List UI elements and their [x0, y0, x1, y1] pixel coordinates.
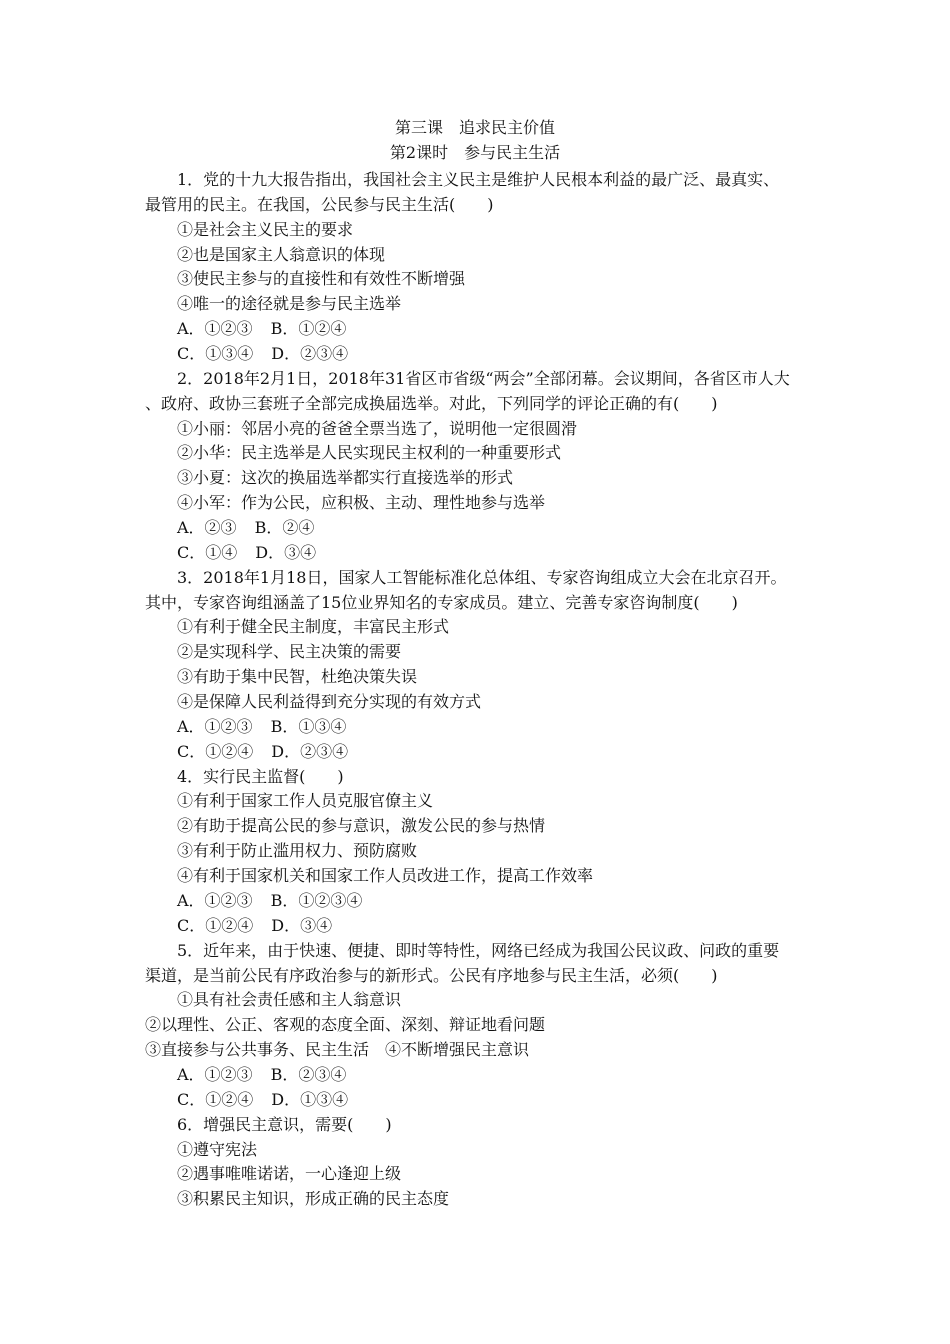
question-2-option-c[interactable]: C．①④ [177, 542, 238, 562]
lesson-title: 第三课 追求民主价值 [394, 118, 555, 137]
question-4-option-b[interactable]: B．①②③④ [270, 890, 363, 910]
question-2-options-row-1 [145, 516, 810, 541]
question-1-item-2: ②也是国家主人翁意识的体现 [177, 244, 386, 264]
question-4-item-3: ③有利于防止滥用权力、预防腐败 [177, 841, 418, 861]
section-title: 第2课时 参与民主生活 [389, 143, 561, 162]
question-4-option-d[interactable]: D．③④ [271, 915, 333, 935]
question-2-item-1: ①小丽：邻居小亮的爸爸全票当选了，说明他一定很圆滑 [177, 418, 578, 438]
question-5-item-2: ②以理性、公正、客观的态度全面、深刻、辩证地看问题 [145, 1015, 546, 1035]
question-6-item-2: ②遇事唯唯诺诺，一心逢迎上级 [177, 1164, 402, 1184]
question-3-option-d[interactable]: D．②③④ [271, 741, 349, 761]
question-6-item-3: ③积累民主知识，形成正确的民主态度 [177, 1189, 450, 1209]
question-5-option-d[interactable]: D．①③④ [271, 1089, 349, 1109]
question-3-stem-line-2: 其中，专家咨询组涵盖了15位业界知名的专家成员。建立、完善专家咨询制度( ) [145, 592, 738, 612]
question-5-option-c[interactable]: C．①②④ [177, 1089, 254, 1109]
question-5-options-row-1 [145, 1063, 810, 1088]
question-4-options-row-1 [145, 889, 810, 914]
question-5-options-row-2 [145, 1088, 810, 1113]
question-3-item-1: ①有利于健全民主制度，丰富民主形式 [177, 617, 450, 637]
question-4-option-a[interactable]: A．①②③ [177, 890, 253, 910]
question-5-stem-line-1: 5．近年来，由于快速、便捷、即时等特性，网络已经成为我国公民议政、问政的重要 [177, 940, 780, 960]
question-3-option-a[interactable]: A．①②③ [177, 716, 253, 736]
question-5-stem-line-2: 渠道，是当前公民有序政治参与的新形式。公民有序地参与民主生活，必须( ) [145, 965, 718, 985]
question-1-option-b[interactable]: B．①②④ [270, 319, 347, 339]
question-4-options-row-2 [145, 914, 810, 939]
question-5-option-a[interactable]: A．①②③ [177, 1064, 253, 1084]
question-3-item-2: ②是实现科学、民主决策的需要 [177, 642, 402, 662]
question-2-option-d[interactable]: D．③④ [255, 542, 317, 562]
question-4-item-4: ④有利于国家机关和国家工作人员改进工作，提高工作效率 [177, 866, 594, 886]
question-2-stem-line-1: 2．2018年2月1日，2018年31省区市省级“两会”全部闭幕。会议期间，各省区市人大 [177, 368, 790, 388]
question-1-item-3: ③使民主参与的直接性和有效性不断增强 [177, 269, 466, 289]
question-3-stem-line-1: 3．2018年1月18日，国家人工智能标准化总体组、专家咨询组成立大会在北京召开。 [177, 567, 787, 587]
question-2-item-4: ④小军：作为公民，应积极、主动、理性地参与选举 [177, 493, 546, 513]
question-1-option-a[interactable]: A．①②③ [177, 319, 253, 339]
question-1-options-row-2 [145, 342, 810, 367]
question-3-option-b[interactable]: B．①③④ [270, 716, 347, 736]
question-2-option-a[interactable]: A．②③ [177, 518, 237, 538]
question-2-item-2: ②小华：民主选举是人民实现民主权利的一种重要形式 [177, 443, 562, 463]
question-4-stem-line-1: 4．实行民主监督( ) [177, 766, 344, 786]
question-3-options-row-1 [145, 715, 810, 740]
question-2-option-b[interactable]: B．②④ [254, 518, 315, 538]
question-6-stem-line-1: 6．增强民主意识，需要( ) [177, 1114, 392, 1134]
question-1-item-4: ④唯一的途径就是参与民主选举 [177, 294, 402, 314]
question-6-item-1: ①遵守宪法 [177, 1139, 258, 1159]
question-1-stem-line-2: 最管用的民主。在我国，公民参与民主生活( ) [145, 194, 494, 214]
question-2-item-3: ③小夏：这次的换届选举都实行直接选举的形式 [177, 468, 514, 488]
question-5-item-1: ①具有社会责任感和主人翁意识 [177, 990, 402, 1010]
question-5-item-3: ③直接参与公共事务、民主生活 ④不断增强民主意识 [145, 1040, 530, 1060]
question-1-option-c[interactable]: C．①③④ [177, 344, 254, 364]
question-1-option-d[interactable]: D．②③④ [271, 344, 349, 364]
question-1-stem-line-1: 1．党的十九大报告指出，我国社会主义民主是维护人民根本利益的最广泛、最真实、 [177, 170, 780, 189]
question-3-option-c[interactable]: C．①②④ [177, 741, 254, 761]
question-1-item-1: ①是社会主义民主的要求 [177, 219, 354, 239]
question-4-option-c[interactable]: C．①②④ [177, 915, 254, 935]
question-5-option-b[interactable]: B．②③④ [270, 1064, 347, 1084]
question-3-options-row-2 [145, 740, 810, 765]
question-3-item-4: ④是保障人民利益得到充分实现的有效方式 [177, 692, 482, 712]
question-list [145, 168, 810, 1212]
question-2-options-row-2 [145, 541, 810, 566]
question-1-options-row-1 [145, 317, 810, 342]
question-4-item-1: ①有利于国家工作人员克服官僚主义 [177, 791, 434, 811]
question-2-stem-line-2: 、政府、政协三套班子全部完成换届选举。对此，下列同学的评论正确的有( ) [145, 393, 718, 413]
question-4-item-2: ②有助于提高公民的参与意识，激发公民的参与热情 [177, 816, 546, 836]
question-3-item-3: ③有助于集中民智，杜绝决策失误 [177, 667, 418, 687]
